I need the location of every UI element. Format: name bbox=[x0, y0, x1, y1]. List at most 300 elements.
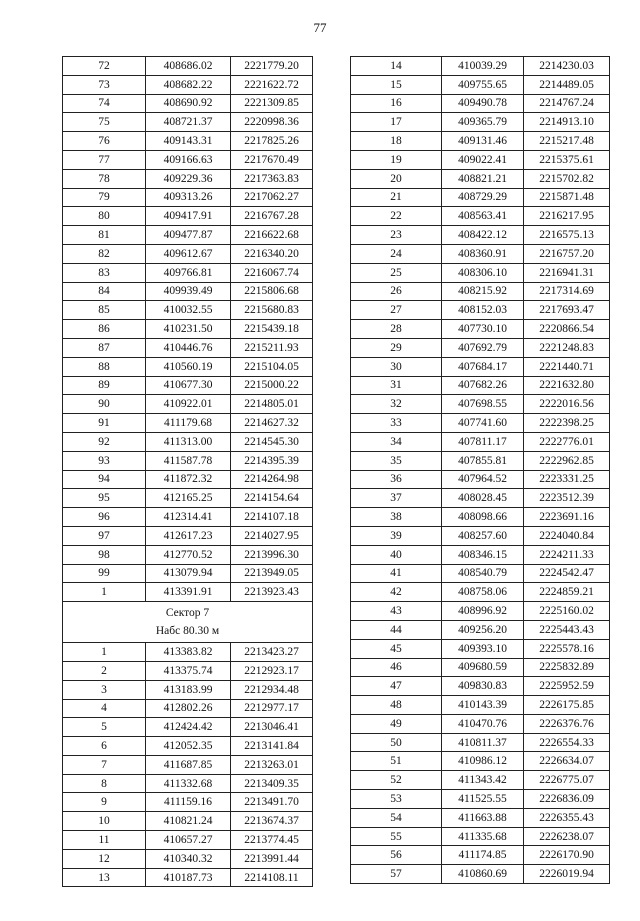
y-coordinate: 2225443.43 bbox=[524, 620, 610, 639]
x-coordinate: 407698.55 bbox=[442, 395, 524, 414]
y-coordinate: 2216941.31 bbox=[524, 263, 610, 282]
y-coordinate: 2214154.64 bbox=[231, 489, 313, 508]
y-coordinate: 2225160.02 bbox=[524, 602, 610, 621]
x-coordinate: 409830.83 bbox=[442, 677, 524, 696]
table-row bbox=[351, 790, 610, 809]
table-row bbox=[351, 188, 610, 207]
y-coordinate: 2214027.95 bbox=[231, 526, 313, 545]
point-number: 22 bbox=[351, 207, 442, 226]
x-coordinate: 410470.76 bbox=[442, 714, 524, 733]
point-number: 51 bbox=[351, 752, 442, 771]
point-number: 77 bbox=[63, 150, 146, 169]
x-coordinate: 413079.94 bbox=[146, 564, 231, 583]
point-number: 26 bbox=[351, 282, 442, 301]
sector-subtitle: Набс 80.30 м bbox=[155, 625, 220, 638]
table-row bbox=[351, 57, 610, 76]
x-coordinate: 407684.17 bbox=[442, 357, 524, 376]
table-row bbox=[63, 470, 313, 489]
point-number: 30 bbox=[351, 357, 442, 376]
table-row bbox=[63, 508, 313, 527]
y-coordinate: 2213774.45 bbox=[231, 831, 313, 850]
y-coordinate: 2214108.11 bbox=[231, 868, 313, 887]
y-coordinate: 2213991.44 bbox=[231, 849, 313, 868]
y-coordinate: 2213491.70 bbox=[231, 793, 313, 812]
point-number: 72 bbox=[63, 57, 146, 76]
table-row bbox=[63, 812, 313, 831]
y-coordinate: 2220866.54 bbox=[524, 320, 610, 339]
table-row bbox=[63, 868, 313, 887]
point-number: 40 bbox=[351, 545, 442, 564]
table-row bbox=[63, 226, 313, 245]
y-coordinate: 2223512.39 bbox=[524, 489, 610, 508]
x-coordinate: 408758.06 bbox=[442, 583, 524, 602]
point-number: 42 bbox=[351, 583, 442, 602]
point-number: 11 bbox=[63, 831, 146, 850]
table-row bbox=[351, 207, 610, 226]
x-coordinate: 408729.29 bbox=[442, 188, 524, 207]
x-coordinate: 413183.99 bbox=[146, 680, 231, 699]
table-row bbox=[351, 282, 610, 301]
point-number: 1 bbox=[63, 583, 146, 602]
point-number: 37 bbox=[351, 489, 442, 508]
x-coordinate: 410986.12 bbox=[442, 752, 524, 771]
y-coordinate: 2215680.83 bbox=[231, 301, 313, 320]
point-number: 44 bbox=[351, 620, 442, 639]
x-coordinate: 408098.66 bbox=[442, 508, 524, 527]
table-row bbox=[63, 57, 313, 76]
y-coordinate: 2212923.17 bbox=[231, 661, 313, 680]
x-coordinate: 409229.36 bbox=[146, 169, 231, 188]
x-coordinate: 410039.29 bbox=[442, 57, 524, 76]
table-row bbox=[351, 771, 610, 790]
point-number: 98 bbox=[63, 545, 146, 564]
point-number: 38 bbox=[351, 508, 442, 527]
y-coordinate: 2217314.69 bbox=[524, 282, 610, 301]
x-coordinate: 410922.01 bbox=[146, 395, 231, 414]
y-coordinate: 2217693.47 bbox=[524, 301, 610, 320]
table-row bbox=[351, 620, 610, 639]
x-coordinate: 410677.30 bbox=[146, 376, 231, 395]
x-coordinate: 410821.24 bbox=[146, 812, 231, 831]
point-number: 97 bbox=[63, 526, 146, 545]
y-coordinate: 2224040.84 bbox=[524, 526, 610, 545]
x-coordinate: 409939.49 bbox=[146, 282, 231, 301]
x-coordinate: 410143.39 bbox=[442, 696, 524, 715]
table-row bbox=[63, 661, 313, 680]
table-row bbox=[63, 357, 313, 376]
table-row bbox=[63, 338, 313, 357]
point-number: 53 bbox=[351, 790, 442, 809]
sector-header bbox=[63, 602, 313, 643]
point-number: 23 bbox=[351, 226, 442, 245]
point-number: 29 bbox=[351, 338, 442, 357]
table-row bbox=[63, 132, 313, 151]
y-coordinate: 2217062.27 bbox=[231, 188, 313, 207]
x-coordinate: 411174.85 bbox=[442, 846, 524, 865]
table-row bbox=[351, 827, 610, 846]
point-number: 83 bbox=[63, 263, 146, 282]
y-coordinate: 2224542.47 bbox=[524, 564, 610, 583]
x-coordinate: 409417.91 bbox=[146, 207, 231, 226]
x-coordinate: 408682.22 bbox=[146, 75, 231, 94]
table-row bbox=[351, 602, 610, 621]
y-coordinate: 2216767.28 bbox=[231, 207, 313, 226]
y-coordinate: 2212934.48 bbox=[231, 680, 313, 699]
x-coordinate: 409166.63 bbox=[146, 150, 231, 169]
y-coordinate: 2215806.68 bbox=[231, 282, 313, 301]
table-row bbox=[351, 714, 610, 733]
y-coordinate: 2214767.24 bbox=[524, 94, 610, 113]
point-number: 10 bbox=[63, 812, 146, 831]
point-number: 9 bbox=[63, 793, 146, 812]
x-coordinate: 410560.19 bbox=[146, 357, 231, 376]
point-number: 46 bbox=[351, 658, 442, 677]
table-row bbox=[63, 414, 313, 433]
x-coordinate: 409022.41 bbox=[442, 150, 524, 169]
y-coordinate: 2226836.09 bbox=[524, 790, 610, 809]
y-coordinate: 2221309.85 bbox=[231, 94, 313, 113]
x-coordinate: 409680.59 bbox=[442, 658, 524, 677]
table-row bbox=[351, 808, 610, 827]
x-coordinate: 412424.42 bbox=[146, 718, 231, 737]
table-row bbox=[63, 718, 313, 737]
table-row bbox=[63, 831, 313, 850]
point-number: 33 bbox=[351, 414, 442, 433]
point-number: 20 bbox=[351, 169, 442, 188]
y-coordinate: 2224211.33 bbox=[524, 545, 610, 564]
table-row bbox=[351, 489, 610, 508]
point-number: 50 bbox=[351, 733, 442, 752]
x-coordinate: 408996.92 bbox=[442, 602, 524, 621]
table-row bbox=[63, 263, 313, 282]
y-coordinate: 2222398.25 bbox=[524, 414, 610, 433]
x-coordinate: 407855.81 bbox=[442, 451, 524, 470]
point-number: 32 bbox=[351, 395, 442, 414]
x-coordinate: 407682.26 bbox=[442, 376, 524, 395]
y-coordinate: 2226170.90 bbox=[524, 846, 610, 865]
point-number: 25 bbox=[351, 263, 442, 282]
point-number: 89 bbox=[63, 376, 146, 395]
x-coordinate: 408028.45 bbox=[442, 489, 524, 508]
point-number: 24 bbox=[351, 244, 442, 263]
table-row bbox=[63, 680, 313, 699]
point-number: 7 bbox=[63, 755, 146, 774]
x-coordinate: 408563.41 bbox=[442, 207, 524, 226]
x-coordinate: 408215.92 bbox=[442, 282, 524, 301]
y-coordinate: 2221440.71 bbox=[524, 357, 610, 376]
x-coordinate: 408721.37 bbox=[146, 113, 231, 132]
x-coordinate: 410446.76 bbox=[146, 338, 231, 357]
table-row bbox=[63, 737, 313, 756]
y-coordinate: 2215375.61 bbox=[524, 150, 610, 169]
point-number: 84 bbox=[63, 282, 146, 301]
y-coordinate: 2217670.49 bbox=[231, 150, 313, 169]
x-coordinate: 408690.92 bbox=[146, 94, 231, 113]
point-number: 18 bbox=[351, 132, 442, 151]
table-row bbox=[351, 526, 610, 545]
y-coordinate: 2213423.27 bbox=[231, 643, 313, 662]
table-row bbox=[351, 414, 610, 433]
table-row bbox=[63, 755, 313, 774]
table-row bbox=[63, 643, 313, 662]
x-coordinate: 408540.79 bbox=[442, 564, 524, 583]
y-coordinate: 2221632.80 bbox=[524, 376, 610, 395]
point-number: 74 bbox=[63, 94, 146, 113]
sector-title: Сектор 7 bbox=[165, 607, 210, 620]
table-row bbox=[63, 451, 313, 470]
table-row bbox=[63, 583, 313, 602]
table-row bbox=[63, 244, 313, 263]
point-number: 80 bbox=[63, 207, 146, 226]
table-row bbox=[63, 545, 313, 564]
point-number: 17 bbox=[351, 113, 442, 132]
point-number: 12 bbox=[63, 849, 146, 868]
point-number: 2 bbox=[63, 661, 146, 680]
table-row bbox=[351, 846, 610, 865]
y-coordinate: 2216622.68 bbox=[231, 226, 313, 245]
y-coordinate: 2215871.48 bbox=[524, 188, 610, 207]
point-number: 79 bbox=[63, 188, 146, 207]
table-row bbox=[351, 357, 610, 376]
point-number: 87 bbox=[63, 338, 146, 357]
y-coordinate: 2226175.85 bbox=[524, 696, 610, 715]
table-row bbox=[351, 545, 610, 564]
x-coordinate: 410860.69 bbox=[442, 865, 524, 884]
y-coordinate: 2214230.03 bbox=[524, 57, 610, 76]
y-coordinate: 2216575.13 bbox=[524, 226, 610, 245]
point-number: 45 bbox=[351, 639, 442, 658]
y-coordinate: 2213409.35 bbox=[231, 774, 313, 793]
y-coordinate: 2216217.95 bbox=[524, 207, 610, 226]
point-number: 27 bbox=[351, 301, 442, 320]
point-number: 57 bbox=[351, 865, 442, 884]
y-coordinate: 2226634.07 bbox=[524, 752, 610, 771]
x-coordinate: 407811.17 bbox=[442, 432, 524, 451]
table-row bbox=[351, 451, 610, 470]
x-coordinate: 410811.37 bbox=[442, 733, 524, 752]
table-row bbox=[63, 395, 313, 414]
coordinates-table-right bbox=[350, 56, 610, 884]
y-coordinate: 2226238.07 bbox=[524, 827, 610, 846]
point-number: 16 bbox=[351, 94, 442, 113]
point-number: 47 bbox=[351, 677, 442, 696]
x-coordinate: 409131.46 bbox=[442, 132, 524, 151]
table-row bbox=[351, 470, 610, 489]
point-number: 48 bbox=[351, 696, 442, 715]
y-coordinate: 2214264.98 bbox=[231, 470, 313, 489]
x-coordinate: 412165.25 bbox=[146, 489, 231, 508]
table-row bbox=[63, 793, 313, 812]
y-coordinate: 2220998.36 bbox=[231, 113, 313, 132]
y-coordinate: 2217363.83 bbox=[231, 169, 313, 188]
point-number: 93 bbox=[63, 451, 146, 470]
table-row bbox=[351, 244, 610, 263]
table-row bbox=[63, 526, 313, 545]
point-number: 6 bbox=[63, 737, 146, 756]
y-coordinate: 2215702.82 bbox=[524, 169, 610, 188]
x-coordinate: 411687.85 bbox=[146, 755, 231, 774]
point-number: 49 bbox=[351, 714, 442, 733]
table-row bbox=[63, 169, 313, 188]
point-number: 85 bbox=[63, 301, 146, 320]
x-coordinate: 411313.00 bbox=[146, 432, 231, 451]
x-coordinate: 413375.74 bbox=[146, 661, 231, 680]
point-number: 94 bbox=[63, 470, 146, 489]
x-coordinate: 408821.21 bbox=[442, 169, 524, 188]
point-number: 39 bbox=[351, 526, 442, 545]
point-number: 95 bbox=[63, 489, 146, 508]
table-row bbox=[351, 639, 610, 658]
table-row bbox=[351, 696, 610, 715]
table-row bbox=[351, 583, 610, 602]
y-coordinate: 2221622.72 bbox=[231, 75, 313, 94]
x-coordinate: 411343.42 bbox=[442, 771, 524, 790]
table-row bbox=[351, 150, 610, 169]
point-number: 36 bbox=[351, 470, 442, 489]
point-number: 99 bbox=[63, 564, 146, 583]
table-row bbox=[63, 301, 313, 320]
table-row bbox=[63, 320, 313, 339]
table-row bbox=[351, 395, 610, 414]
x-coordinate: 411335.68 bbox=[442, 827, 524, 846]
point-number: 13 bbox=[63, 868, 146, 887]
point-number: 19 bbox=[351, 150, 442, 169]
point-number: 76 bbox=[63, 132, 146, 151]
point-number: 86 bbox=[63, 320, 146, 339]
table-row bbox=[63, 150, 313, 169]
table-row bbox=[351, 132, 610, 151]
table-row bbox=[63, 282, 313, 301]
x-coordinate: 411159.16 bbox=[146, 793, 231, 812]
y-coordinate: 2214545.30 bbox=[231, 432, 313, 451]
x-coordinate: 412802.26 bbox=[146, 699, 231, 718]
coordinates-table-left bbox=[62, 56, 313, 887]
point-number: 55 bbox=[351, 827, 442, 846]
y-coordinate: 2214627.32 bbox=[231, 414, 313, 433]
point-number: 90 bbox=[63, 395, 146, 414]
y-coordinate: 2226019.94 bbox=[524, 865, 610, 884]
y-coordinate: 2214107.18 bbox=[231, 508, 313, 527]
y-coordinate: 2215217.48 bbox=[524, 132, 610, 151]
x-coordinate: 409755.65 bbox=[442, 75, 524, 94]
x-coordinate: 411179.68 bbox=[146, 414, 231, 433]
point-number: 28 bbox=[351, 320, 442, 339]
table-row bbox=[351, 301, 610, 320]
x-coordinate: 410340.32 bbox=[146, 849, 231, 868]
x-coordinate: 409766.81 bbox=[146, 263, 231, 282]
y-coordinate: 2224859.21 bbox=[524, 583, 610, 602]
x-coordinate: 410032.55 bbox=[146, 301, 231, 320]
table-row bbox=[63, 188, 313, 207]
y-coordinate: 2222016.56 bbox=[524, 395, 610, 414]
x-coordinate: 409313.26 bbox=[146, 188, 231, 207]
point-number: 5 bbox=[63, 718, 146, 737]
y-coordinate: 2223331.25 bbox=[524, 470, 610, 489]
point-number: 4 bbox=[63, 699, 146, 718]
y-coordinate: 2213923.43 bbox=[231, 583, 313, 602]
y-coordinate: 2225578.16 bbox=[524, 639, 610, 658]
y-coordinate: 2221248.83 bbox=[524, 338, 610, 357]
page-number: 77 bbox=[313, 20, 327, 35]
table-row bbox=[63, 75, 313, 94]
y-coordinate: 2213949.05 bbox=[231, 564, 313, 583]
point-number: 73 bbox=[63, 75, 146, 94]
point-number: 81 bbox=[63, 226, 146, 245]
x-coordinate: 408257.60 bbox=[442, 526, 524, 545]
table-row bbox=[351, 94, 610, 113]
point-number: 91 bbox=[63, 414, 146, 433]
x-coordinate: 408686.02 bbox=[146, 57, 231, 76]
x-coordinate: 407741.60 bbox=[442, 414, 524, 433]
y-coordinate: 2216757.20 bbox=[524, 244, 610, 263]
table-row bbox=[63, 489, 313, 508]
y-coordinate: 2226355.43 bbox=[524, 808, 610, 827]
x-coordinate: 408360.91 bbox=[442, 244, 524, 263]
x-coordinate: 412770.52 bbox=[146, 545, 231, 564]
table-row bbox=[63, 699, 313, 718]
y-coordinate: 2225952.59 bbox=[524, 677, 610, 696]
x-coordinate: 409365.79 bbox=[442, 113, 524, 132]
coordinates-table-right-body bbox=[351, 57, 610, 884]
table-row bbox=[351, 376, 610, 395]
point-number: 3 bbox=[63, 680, 146, 699]
point-number: 54 bbox=[351, 808, 442, 827]
table-row bbox=[351, 733, 610, 752]
y-coordinate: 2213263.01 bbox=[231, 755, 313, 774]
y-coordinate: 2222776.01 bbox=[524, 432, 610, 451]
table-row bbox=[351, 226, 610, 245]
y-coordinate: 2216067.74 bbox=[231, 263, 313, 282]
x-coordinate: 407692.79 bbox=[442, 338, 524, 357]
x-coordinate: 408306.10 bbox=[442, 263, 524, 282]
table-row bbox=[351, 113, 610, 132]
y-coordinate: 2213996.30 bbox=[231, 545, 313, 564]
point-number: 35 bbox=[351, 451, 442, 470]
table-row bbox=[63, 113, 313, 132]
y-coordinate: 2214913.10 bbox=[524, 113, 610, 132]
x-coordinate: 412052.35 bbox=[146, 737, 231, 756]
point-number: 78 bbox=[63, 169, 146, 188]
table-row bbox=[351, 677, 610, 696]
x-coordinate: 413391.91 bbox=[146, 583, 231, 602]
x-coordinate: 407730.10 bbox=[442, 320, 524, 339]
y-coordinate: 2215104.05 bbox=[231, 357, 313, 376]
y-coordinate: 2222962.85 bbox=[524, 451, 610, 470]
table-row bbox=[351, 752, 610, 771]
x-coordinate: 409393.10 bbox=[442, 639, 524, 658]
x-coordinate: 408422.12 bbox=[442, 226, 524, 245]
table-row bbox=[351, 658, 610, 677]
y-coordinate: 2215439.18 bbox=[231, 320, 313, 339]
table-row bbox=[63, 376, 313, 395]
x-coordinate: 411587.78 bbox=[146, 451, 231, 470]
y-coordinate: 2221779.20 bbox=[231, 57, 313, 76]
y-coordinate: 2226554.33 bbox=[524, 733, 610, 752]
y-coordinate: 2226775.07 bbox=[524, 771, 610, 790]
table-row bbox=[63, 774, 313, 793]
point-number: 52 bbox=[351, 771, 442, 790]
table-row bbox=[351, 564, 610, 583]
y-coordinate: 2217825.26 bbox=[231, 132, 313, 151]
sector-header-row bbox=[63, 602, 313, 643]
x-coordinate: 408346.15 bbox=[442, 545, 524, 564]
point-number: 1 bbox=[63, 643, 146, 662]
table-row bbox=[63, 849, 313, 868]
point-number: 8 bbox=[63, 774, 146, 793]
table-row bbox=[351, 169, 610, 188]
x-coordinate: 409477.87 bbox=[146, 226, 231, 245]
x-coordinate: 407964.52 bbox=[442, 470, 524, 489]
